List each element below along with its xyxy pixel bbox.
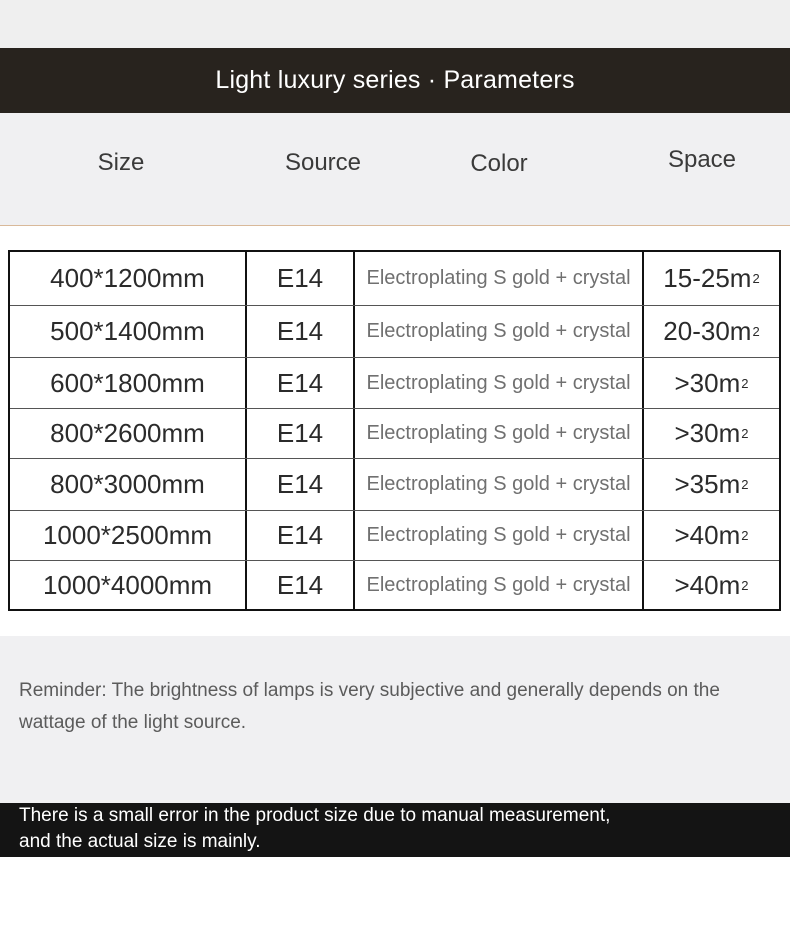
source-cell: E14 (276, 263, 324, 293)
table-row (10, 305, 779, 357)
parameters-table (8, 250, 781, 611)
space-cell: >40m 2 (674, 520, 749, 550)
column-header-space: Space (667, 146, 737, 173)
table-row (10, 510, 779, 560)
note-line-2: and the actual size is mainly. (19, 831, 261, 852)
size-cell: 600*1800mm (50, 367, 205, 398)
color-cell: Electroplating S gold + crystal (366, 371, 631, 394)
column-header-size: Size (97, 149, 145, 176)
title-bar (0, 48, 790, 113)
space-cell: >35m 2 (674, 469, 749, 499)
table-row (10, 252, 779, 305)
space-cell: 15-25m 2 (663, 263, 760, 293)
column-header-band (0, 113, 790, 226)
color-cell: Electroplating S gold + crystal (366, 422, 631, 444)
size-cell: 1000*4000mm (42, 569, 213, 600)
source-cell: E14 (276, 520, 324, 550)
source-cell: E14 (276, 367, 324, 398)
note-line-1: There is a small error in the product size due to manual measurement, (19, 805, 611, 826)
color-cell: Electroplating S gold + crystal (366, 320, 631, 342)
column-header-color: Color (470, 150, 528, 177)
page-title: Light luxury series · Parameters (215, 66, 575, 94)
size-cell: 500*1400mm (50, 316, 205, 346)
source-cell: E14 (276, 569, 324, 600)
table-row (10, 560, 779, 609)
space-cell: 20-30m 2 (663, 316, 760, 346)
color-cell: Electroplating S gold + crystal (366, 573, 631, 596)
size-cell: 800*2600mm (50, 418, 205, 448)
color-cell: Electroplating S gold + crystal (366, 524, 631, 546)
top-spacer (0, 0, 790, 48)
space-cell: >30m 2 (674, 418, 749, 448)
table-row (10, 458, 779, 510)
source-cell: E14 (276, 316, 324, 346)
source-cell: E14 (276, 469, 324, 499)
color-cell: Electroplating S gold + crystal (366, 473, 631, 495)
table-row (10, 357, 779, 408)
column-header-source: Source (284, 149, 362, 176)
color-cell: Electroplating S gold + crystal (366, 267, 631, 289)
measurement-note (19, 803, 779, 855)
size-cell: 1000*2500mm (42, 520, 213, 550)
space-cell: >40m 2 (674, 569, 749, 600)
space-cell: >30m 2 (674, 367, 749, 398)
size-cell: 400*1200mm (50, 263, 205, 293)
source-cell: E14 (276, 418, 324, 448)
size-cell: 800*3000mm (50, 469, 205, 499)
table-row (10, 408, 779, 458)
reminder-text: Reminder: The brightness of lamps is very subjective and generally depends on the wattage of the light source. (19, 680, 720, 733)
